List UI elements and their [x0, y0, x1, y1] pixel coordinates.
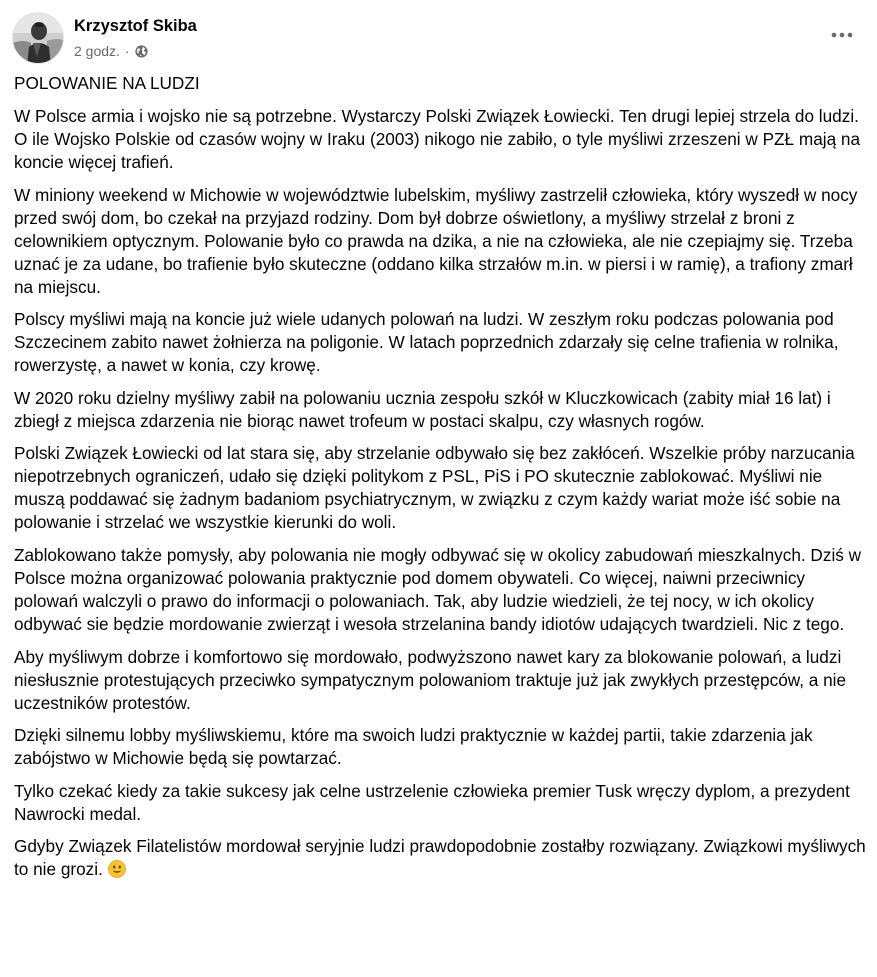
author-name[interactable]: Krzysztof Skiba	[74, 16, 197, 35]
post-meta	[74, 15, 197, 60]
post-paragraph-8: Dzięki silnemu lobby myśliwskiemu, które ma swoich ludzi praktycznie w każdej partii, takie zdarzenia jak zabójstwo w Michowie będą się powtarzać.	[14, 725, 813, 769]
post-paragraph-3: Polscy myśliwi mają na koncie już wiele udanych polowań na ludzi. W zeszłym roku podczas polowania pod Szczecinem zabito nawet żołnierza na poligonie. W latach poprzednich zdarzały się celne trafienia w rolnika, rowerzystę, a nawet w konia, czy krowę.	[14, 309, 839, 376]
separator-dot: ·	[124, 42, 130, 59]
globe-icon[interactable]	[135, 44, 148, 57]
post-timestamp[interactable]: 2 godz.	[74, 42, 120, 59]
author-avatar[interactable]	[12, 12, 64, 64]
post-paragraph-7: Aby myśliwym dobrze i komfortowo się mordowało, podwyższono nawet kary za blokowanie polowań, a ludzi niesłusznie protestujących przeciwko sympatycznym polowaniom traktuje już jak zwykłych przestępców, a nie uczestników protestów.	[14, 646, 847, 713]
post-paragraph-1: W Polsce armia i wojsko nie są potrzebne. Wystarczy Polski Związek Łowiecki. Ten drugi lepiej strzela do ludzi. O ile Wojsko Polskie od czasów wojny w Iraku (2003) nikogo nie zabiło, o tyle myśliwi zrzeszeni w PZŁ mają na koncie więcej trafień.	[14, 106, 861, 172]
post-body	[14, 72, 866, 891]
post-paragraph-10-text: Gdyby Związek Filatelistów mordował seryjnie ludzi prawdopodobnie zostałby rozwiązany. Związkowi myśliwych to nie grozi.	[14, 836, 866, 880]
avatar-photo	[13, 13, 64, 64]
more-options-icon[interactable]	[825, 20, 859, 50]
post-paragraph-2: W miniony weekend w Michowie w województwie lubelskim, myśliwy zastrzelił człowieka, który wyszedł w nocy przed swój dom, bo czekał na przyjazd rodziny. Dom był dobrze oświetlony, a myśliwy strzelał z broni z celownikiem optycznym. Polowanie było co prawda na dzika, a nie na człowieka, ale nie czepiajmy się. Trzeba uznać je za udane, bo trafienie było skuteczne (oddano kilka strzałów m.in. w piersi i w ramię), a trafiony zmarł na miejscu.	[14, 184, 858, 297]
post-paragraph-9: Tylko czekać kiedy za takie sukcesy jak celne ustrzelenie człowieka premier Tusk wręczy dyplom, a prezydent Nawrocki medal.	[14, 780, 850, 824]
post-paragraph-10	[14, 835, 866, 881]
smiling-face-emoji-icon	[108, 860, 126, 878]
post-title: POLOWANIE NA LUDZI	[14, 73, 200, 93]
post-subline	[74, 42, 197, 60]
post-paragraph-6: Zablokowano także pomysły, aby polowania nie mogły odbywać się w okolicy zabudowań mieszkalnych. Dziś w Polsce można organizować polowania praktycznie pod domem obywateli. Co więcej, naiwni przeciwnicy polowań walczyli o prawo do informacji o polowaniach. Tak, aby ludzie wiedzieli, że tej nocy, w ich okolicy odbywać sie będzie mordowanie zwierząt i wesoła strzelanina bandy idiotów udających twardzieli. Nic z tego.	[14, 544, 862, 634]
post-header	[12, 12, 197, 64]
post-paragraph-5: Polski Związek Łowiecki od lat stara się, aby strzelanie odbywało się bez zakłóceń. Wszelkie próby narzucania niepotrzebnych ograniczeń, udało się dzięki politykom z PSL, PiS i PO skutecznie zablokować. Myśliwi nie muszą poddawać się żadnym badaniom psychiatrycznym, w związku z czym każdy wariat może iść sobie na polowanie i strzelać we wszystkie kierunki do woli.	[14, 443, 855, 533]
post-paragraph-4: W 2020 roku dzielny myśliwy zabił na polowaniu ucznia zespołu szkół w Kluczkowicach (zabity miał 16 lat) i zbiegł z miejsca zdarzenia nie biorąc nawet trofeum w postaci skalpu, czy własnych rogów.	[14, 387, 831, 431]
